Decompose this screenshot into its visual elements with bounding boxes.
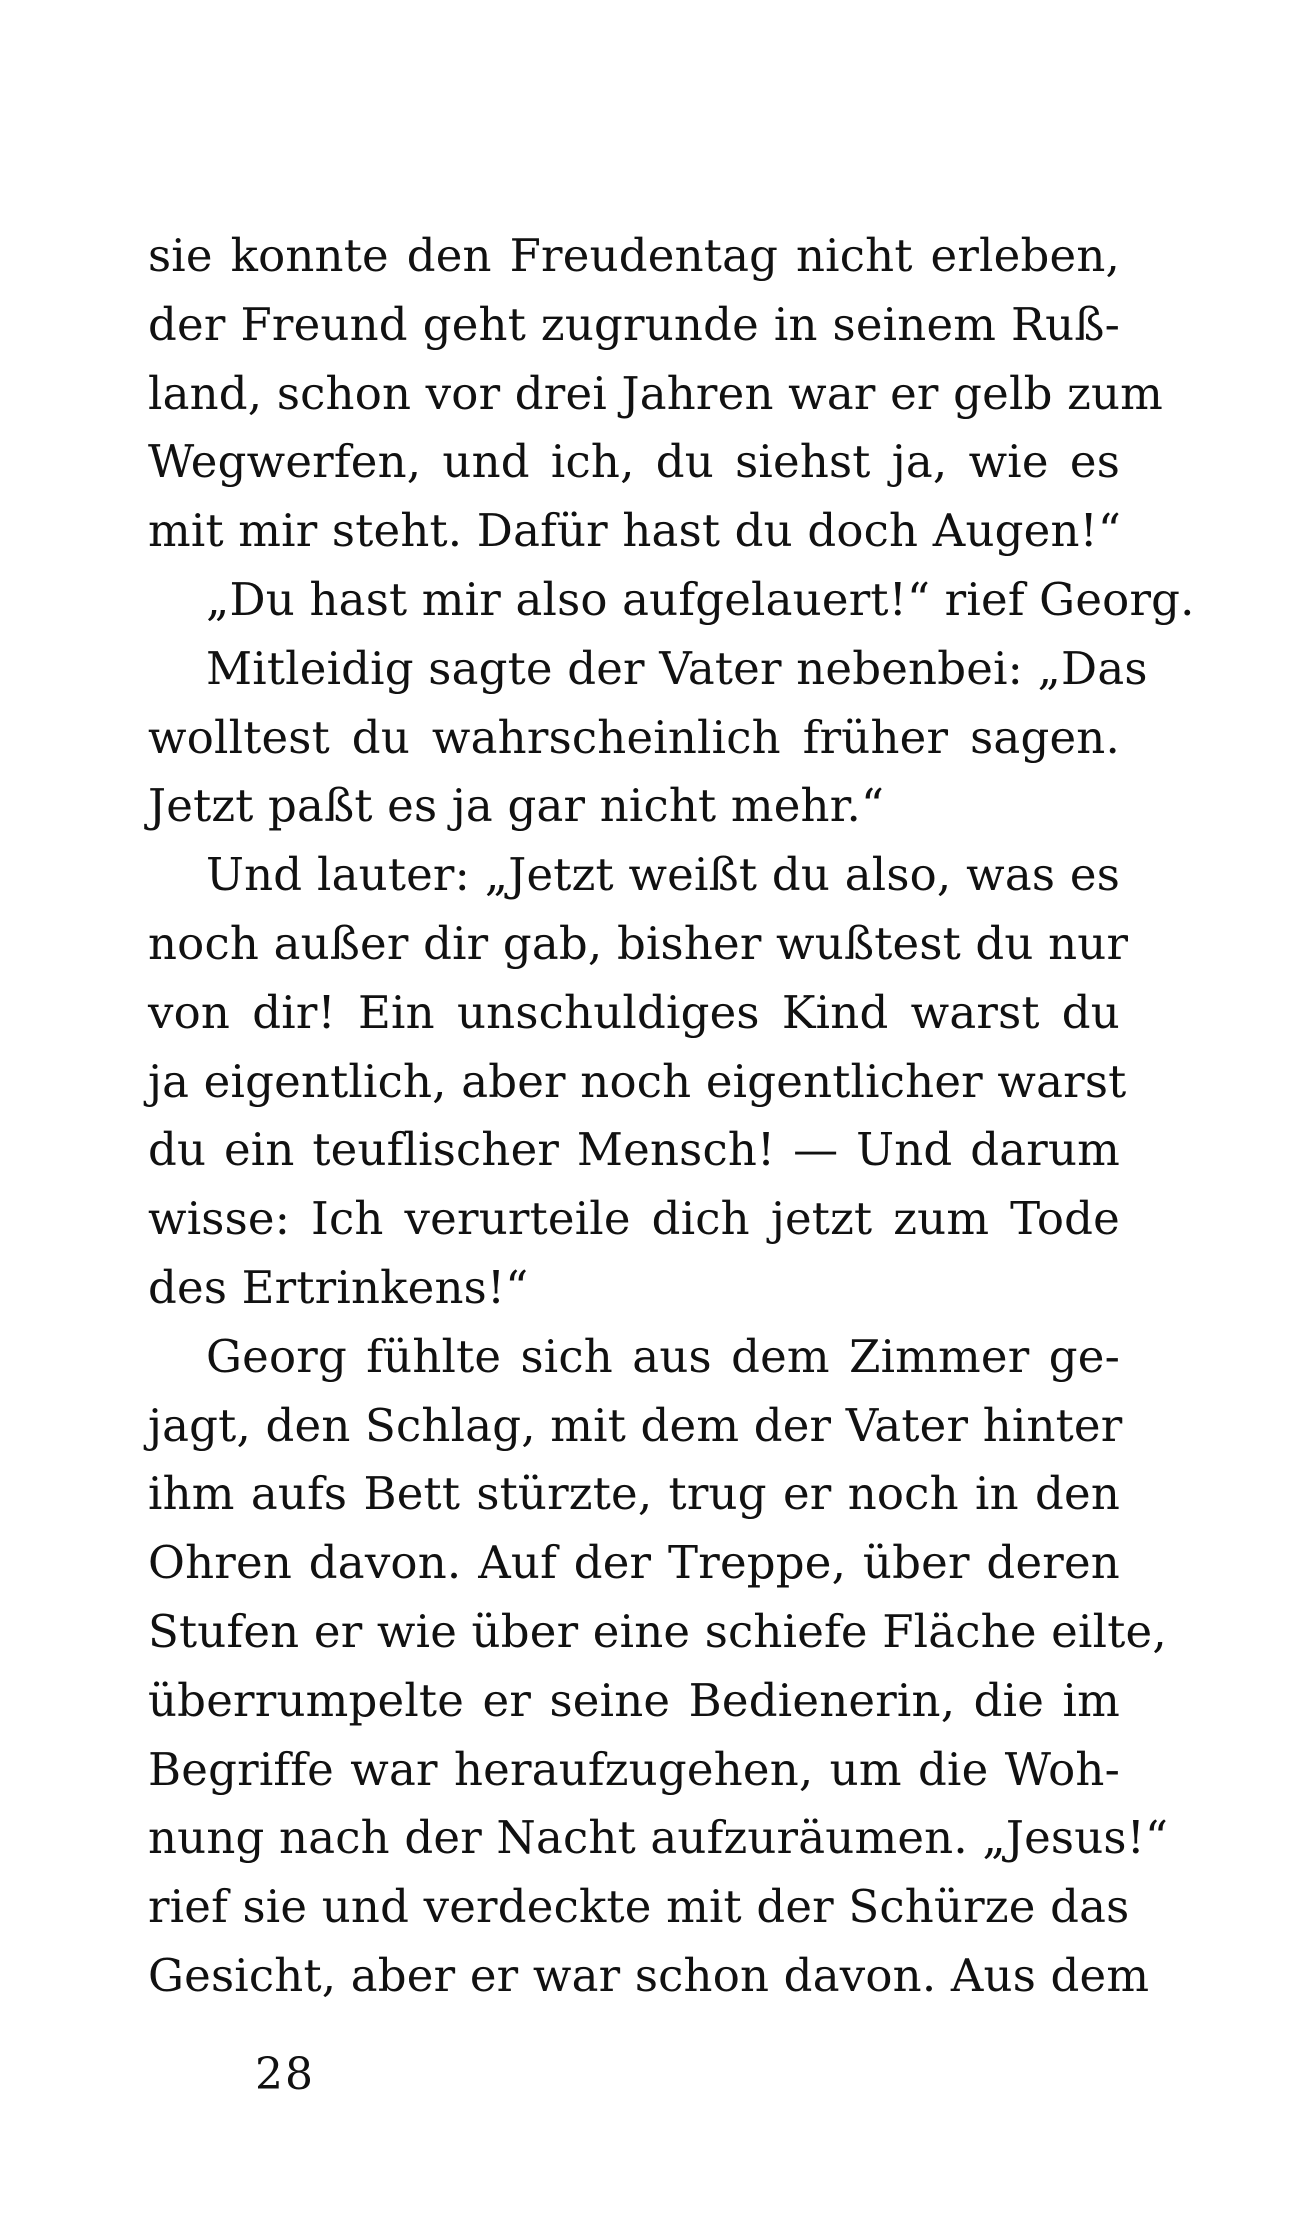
text-line: Wegwerfen, und ich, du siehst ja, wie es: [148, 435, 1120, 489]
text-line: jagt, den Schlag, mit dem der Vater hinter: [148, 1398, 1123, 1452]
text-line: du ein teuflischer Mensch! — Und darum: [148, 1123, 1120, 1177]
text-line: Mitleidig sagte der Vater nebenbei: „Das: [206, 641, 1148, 695]
text-line: Und lauter: „Jetzt weißt du also, was es: [206, 848, 1120, 902]
text-line: land, schon vor drei Jahren war er gelb zum: [148, 366, 1164, 420]
text-line: „Du hast mir also aufgelauert!“ rief Georg.: [206, 572, 1195, 626]
text-line: mit mir steht. Dafür hast du doch Augen!“: [148, 504, 1122, 558]
text-line: der Freund geht zugrunde in seinem Ruß-: [148, 297, 1120, 351]
text-line: Begriffe war heraufzugehen, um die Woh-: [148, 1742, 1120, 1796]
body-text: [148, 222, 1195, 2011]
text-line: Georg fühlte sich aus dem Zimmer ge-: [206, 1329, 1120, 1383]
text-line: Stufen er wie über eine schiefe Fläche eilte,: [148, 1604, 1167, 1658]
text-line: wolltest du wahrscheinlich früher sagen.: [148, 710, 1120, 764]
text-line: wisse: Ich verurteile dich jetzt zum Tode: [148, 1192, 1120, 1246]
page-number: 28: [255, 2049, 315, 2100]
text-line: noch außer dir gab, bisher wußtest du nur: [148, 916, 1129, 970]
text-line: ja eigentlich, aber noch eigentlicher warst: [148, 1054, 1127, 1108]
text-line: nung nach der Nacht aufzuräumen. „Jesus!“: [148, 1811, 1169, 1865]
text-line: von dir! Ein unschuldiges Kind warst du: [148, 985, 1120, 1039]
text-line: Ohren davon. Auf der Treppe, über deren: [148, 1536, 1120, 1590]
text-line: ihm aufs Bett stürzte, trug er noch in den: [148, 1467, 1120, 1521]
text-line: überrumpelte er seine Bedienerin, die im: [148, 1673, 1120, 1727]
text-line: Gesicht, aber er war schon davon. Aus dem: [148, 1948, 1150, 2002]
text-line: sie konnte den Freudentag nicht erleben,: [148, 229, 1120, 282]
text-line: rief sie und verdeckte mit der Schürze das: [148, 1880, 1130, 1934]
text-line: des Ertrinkens!“: [148, 1260, 529, 1314]
text-line: Jetzt paßt es ja gar nicht mehr.“: [148, 779, 885, 833]
